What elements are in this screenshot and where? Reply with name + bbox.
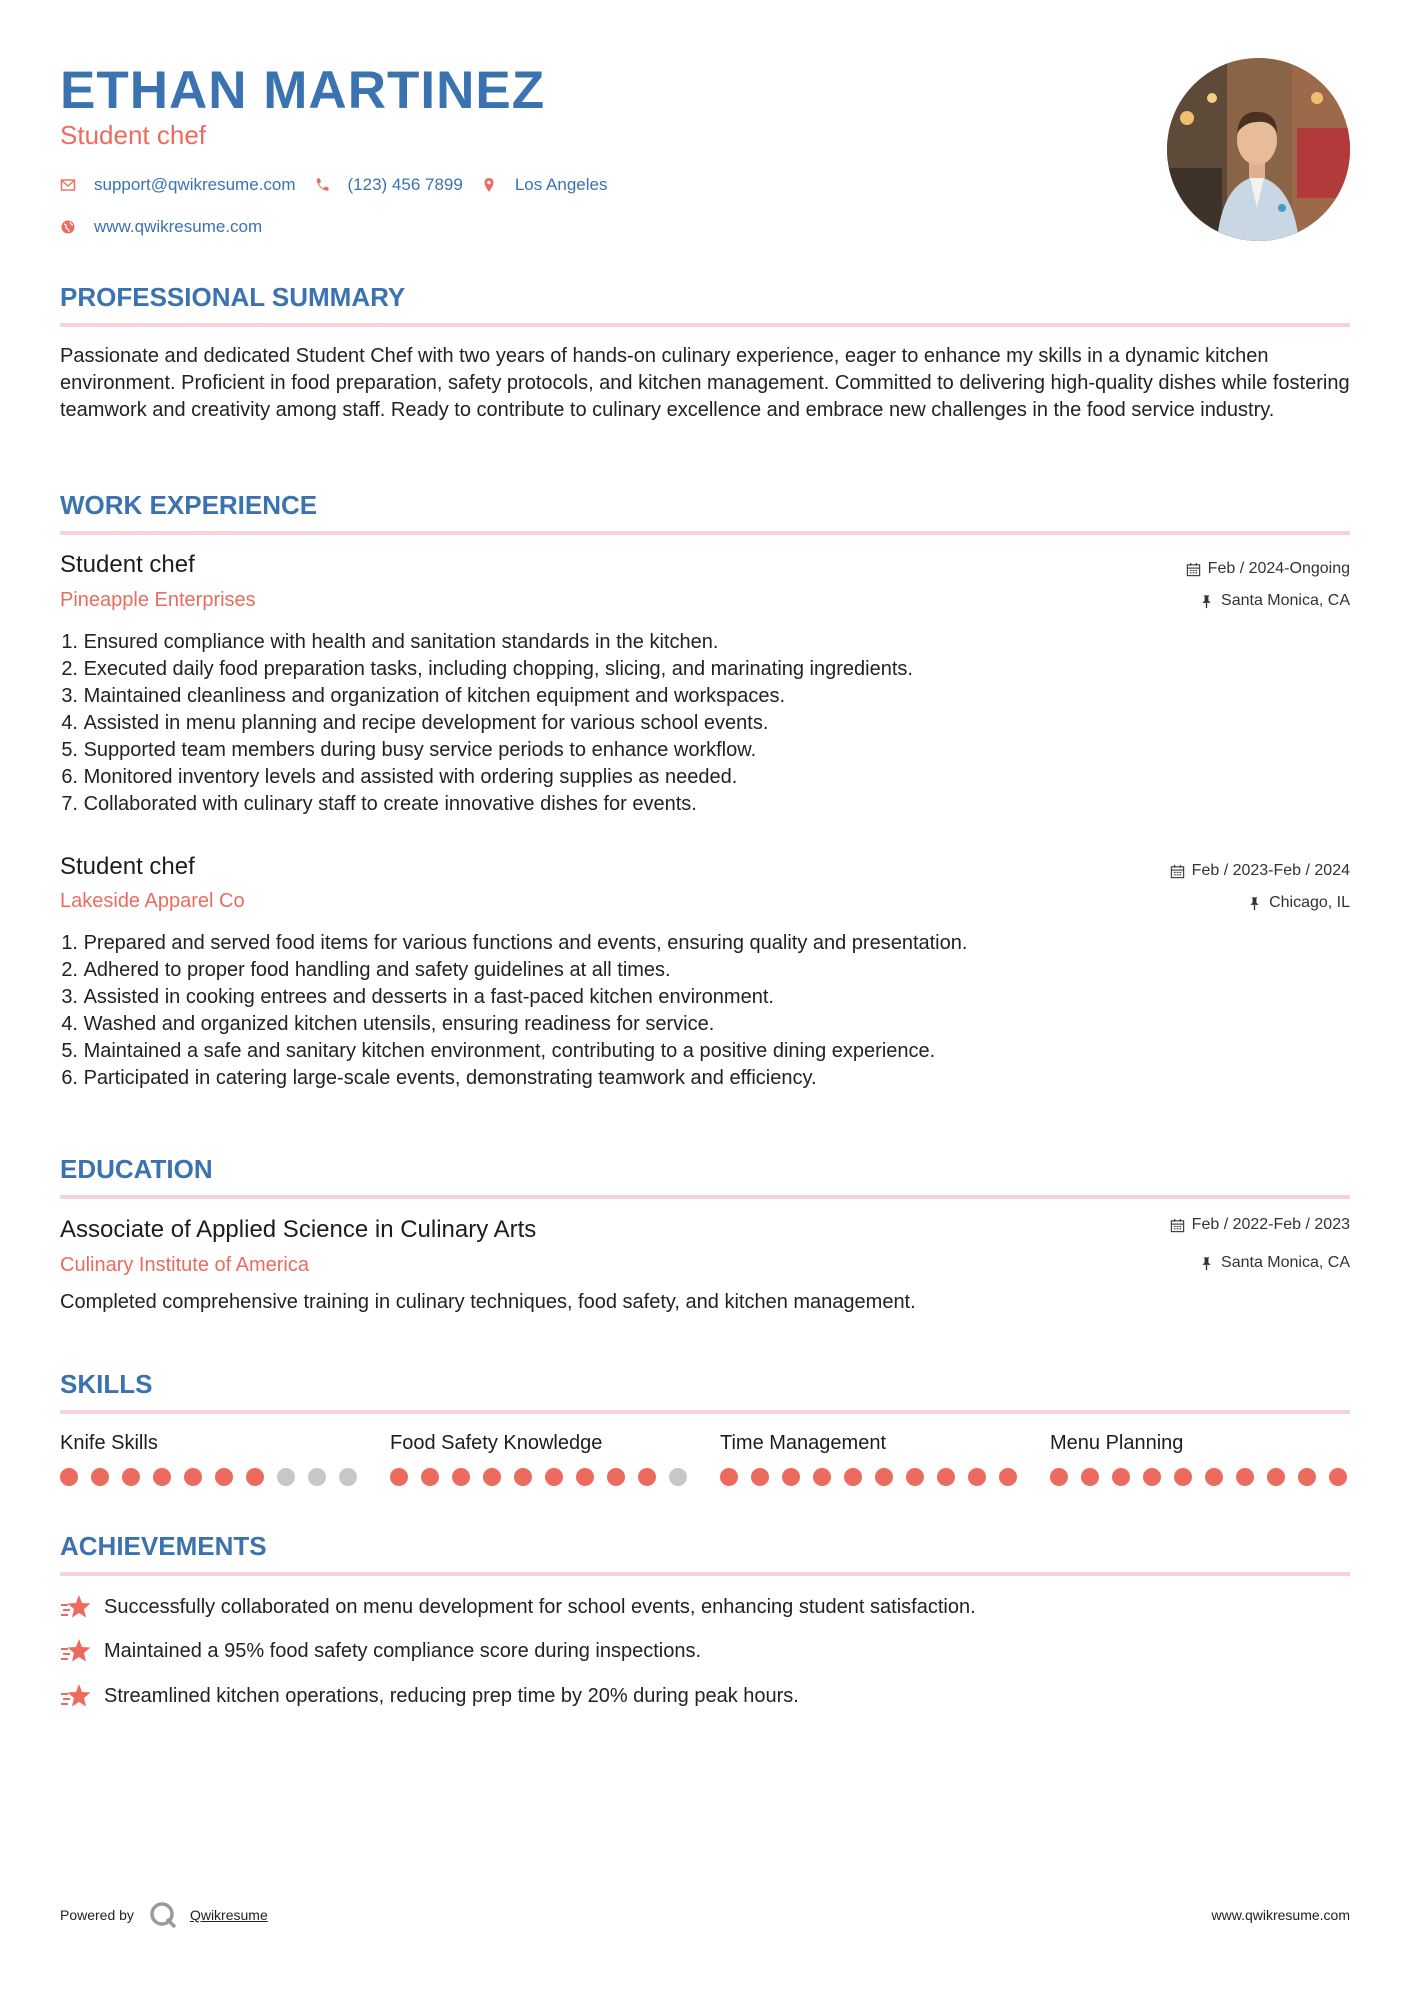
rating-dot-filled	[1236, 1468, 1254, 1486]
list-item: 5. Supported team members during busy service periods to enhance workflow.	[61, 739, 757, 761]
contact-row-secondary	[60, 217, 280, 237]
list-item: 1. Prepared and served food items for various functions and events, ensuring quality and presentation.	[61, 932, 968, 954]
list-item: 4. Assisted in menu planning and recipe development for various school events.	[61, 712, 769, 734]
skills-heading: SKILLS	[60, 1369, 1350, 1414]
job-dates-text: Feb / 2023-Feb / 2024	[1191, 862, 1350, 879]
rating-dot-filled	[782, 1468, 800, 1486]
qwikresume-link[interactable]: Qwikresume	[189, 1907, 268, 1923]
footer-website-link[interactable]: www.qwikresume.com	[1211, 1907, 1350, 1923]
rating-dot-filled	[576, 1468, 594, 1486]
skill-rating	[1050, 1468, 1360, 1486]
list-item: 4. Washed and organized kitchen utensils, ensuring readiness for service.	[61, 1013, 715, 1035]
powered-by-label: Powered by	[60, 1907, 134, 1923]
skill-rating	[390, 1468, 700, 1486]
calendar-icon	[1170, 1218, 1185, 1233]
rating-dot-filled	[1174, 1468, 1192, 1486]
company-name: Pineapple Enterprises	[60, 589, 256, 611]
company-name: Lakeside Apparel Co	[60, 890, 245, 912]
envelope-icon	[60, 177, 76, 193]
education-location-text: Santa Monica, CA	[1221, 1254, 1350, 1271]
rating-dot-filled	[483, 1468, 501, 1486]
job-location-text: Santa Monica, CA	[1221, 592, 1350, 609]
rating-dot-filled	[184, 1468, 202, 1486]
rating-dot-filled	[246, 1468, 264, 1486]
profile-photo	[1167, 58, 1350, 241]
rating-dot-filled	[1267, 1468, 1285, 1486]
rating-dot-filled	[60, 1468, 78, 1486]
rating-dot-filled	[1112, 1468, 1130, 1486]
skill-rating	[720, 1468, 1030, 1486]
job-location-text: Chicago, IL	[1269, 894, 1350, 911]
skill-name: Food Safety Knowledge	[390, 1432, 603, 1454]
school-name: Culinary Institute of America	[60, 1254, 309, 1276]
skill-rating	[60, 1468, 370, 1486]
job-duties-list	[60, 629, 1350, 818]
contact-row-primary	[60, 175, 625, 195]
education-dates	[1170, 1216, 1350, 1234]
rating-dot-empty	[669, 1468, 687, 1486]
job-title: Student chef	[60, 551, 195, 578]
candidate-name: ETHAN MARTINEZ	[60, 61, 546, 120]
calendar-icon	[1186, 562, 1201, 577]
phone-number[interactable]: (123) 456 7899	[347, 175, 463, 194]
rating-dot-empty	[308, 1468, 326, 1486]
job-dates	[1170, 862, 1350, 880]
skill-item	[720, 1432, 1020, 1455]
rating-dot-filled	[215, 1468, 233, 1486]
job-duties-list	[60, 930, 1350, 1092]
location-text: Los Angeles	[514, 175, 608, 194]
qwikresume-logo-icon	[148, 1900, 178, 1930]
pushpin-icon	[1199, 594, 1214, 609]
list-item: 3. Assisted in cooking entrees and desserts in a fast-paced kitchen environment.	[61, 986, 774, 1008]
job-location	[1247, 894, 1350, 912]
list-item: 7. Collaborated with culinary staff to create innovative dishes for events.	[61, 793, 697, 815]
rating-dot-filled	[937, 1468, 955, 1486]
rating-dot-filled	[999, 1468, 1017, 1486]
achievement-item	[60, 1682, 799, 1710]
rating-dot-filled	[968, 1468, 986, 1486]
skill-name: Knife Skills	[60, 1432, 158, 1454]
rating-dot-filled	[122, 1468, 140, 1486]
job-location	[1199, 592, 1350, 610]
list-item: 1. Ensured compliance with health and sanitation standards in the kitchen.	[61, 631, 719, 653]
summary-heading: PROFESSIONAL SUMMARY	[60, 282, 1350, 327]
achievement-text: Successfully collaborated on menu development for school events, enhancing student satisfaction.	[104, 1595, 976, 1618]
rating-dot-filled	[844, 1468, 862, 1486]
job-dates	[1186, 560, 1350, 578]
rating-dot-filled	[1298, 1468, 1316, 1486]
rating-dot-empty	[339, 1468, 357, 1486]
rating-dot-filled	[607, 1468, 625, 1486]
rating-dot-empty	[277, 1468, 295, 1486]
skill-name: Menu Planning	[1050, 1432, 1184, 1454]
rating-dot-filled	[1329, 1468, 1347, 1486]
skill-item	[1050, 1432, 1350, 1455]
rating-dot-filled	[390, 1468, 408, 1486]
star-badge-icon	[60, 1682, 92, 1710]
rating-dot-filled	[545, 1468, 563, 1486]
experience-heading: WORK EXPERIENCE	[60, 490, 1350, 535]
rating-dot-filled	[1205, 1468, 1223, 1486]
skill-item	[60, 1432, 360, 1455]
achievement-text: Maintained a 95% food safety compliance score during inspections.	[104, 1639, 702, 1662]
job-dates-text: Feb / 2024-Ongoing	[1207, 560, 1350, 577]
globe-icon	[60, 219, 76, 235]
job-title: Student chef	[60, 853, 195, 880]
education-heading: EDUCATION	[60, 1154, 1350, 1199]
rating-dot-filled	[1050, 1468, 1068, 1486]
rating-dot-filled	[514, 1468, 532, 1486]
skill-item	[390, 1432, 690, 1455]
star-badge-icon	[60, 1637, 92, 1665]
footer-powered-by	[60, 1900, 268, 1930]
rating-dot-filled	[1143, 1468, 1161, 1486]
star-badge-icon	[60, 1593, 92, 1621]
website-link[interactable]: www.qwikresume.com	[94, 217, 263, 236]
education-location	[1199, 1254, 1350, 1272]
pushpin-icon	[1247, 896, 1262, 911]
rating-dot-filled	[906, 1468, 924, 1486]
rating-dot-filled	[813, 1468, 831, 1486]
list-item: 6. Participated in catering large-scale events, demonstrating teamwork and efficiency.	[61, 1067, 817, 1089]
list-item: 2. Executed daily food preparation tasks, including chopping, slicing, and marinating ingredients.	[61, 658, 913, 680]
rating-dot-filled	[875, 1468, 893, 1486]
list-item: 6. Monitored inventory levels and assisted with ordering supplies as needed.	[61, 766, 738, 788]
list-item: 5. Maintained a safe and sanitary kitchen environment, contributing to a positive dining experience.	[61, 1040, 936, 1062]
calendar-icon	[1170, 864, 1185, 879]
education-description: Completed comprehensive training in culinary techniques, food safety, and kitchen management.	[60, 1291, 916, 1313]
rating-dot-filled	[153, 1468, 171, 1486]
degree-title: Associate of Applied Science in Culinary Arts	[60, 1216, 537, 1243]
skill-name: Time Management	[720, 1432, 886, 1454]
candidate-title: Student chef	[60, 120, 206, 150]
rating-dot-filled	[1081, 1468, 1099, 1486]
education-dates-text: Feb / 2022-Feb / 2023	[1191, 1216, 1350, 1233]
achievement-item	[60, 1637, 701, 1665]
rating-dot-filled	[91, 1468, 109, 1486]
rating-dot-filled	[421, 1468, 439, 1486]
rating-dot-filled	[720, 1468, 738, 1486]
list-item: 3. Maintained cleanliness and organization of kitchen equipment and workspaces.	[61, 685, 786, 707]
list-item: 2. Adhered to proper food handling and safety guidelines at all times.	[61, 959, 671, 981]
map-pin-icon	[481, 177, 497, 193]
achievements-heading: ACHIEVEMENTS	[60, 1531, 1350, 1576]
rating-dot-filled	[452, 1468, 470, 1486]
rating-dot-filled	[751, 1468, 769, 1486]
email-link[interactable]: support@qwikresume.com	[94, 175, 296, 194]
pushpin-icon	[1199, 1256, 1214, 1271]
phone-icon	[314, 177, 330, 193]
summary-text: Passionate and dedicated Student Chef with two years of hands-on culinary experience, eager to enhance my skills in a dynamic kitchen environment. Proficient in food preparation, safety protocols, and kitchen management. Committed to delivering high-quality dishes while fostering teamwork and creativity among staff. Ready to contribute to culinary excellence and embrace new challenges in the food service industry.	[60, 345, 1350, 421]
rating-dot-filled	[638, 1468, 656, 1486]
achievement-item	[60, 1593, 976, 1621]
achievement-text: Streamlined kitchen operations, reducing prep time by 20% during peak hours.	[104, 1684, 799, 1707]
